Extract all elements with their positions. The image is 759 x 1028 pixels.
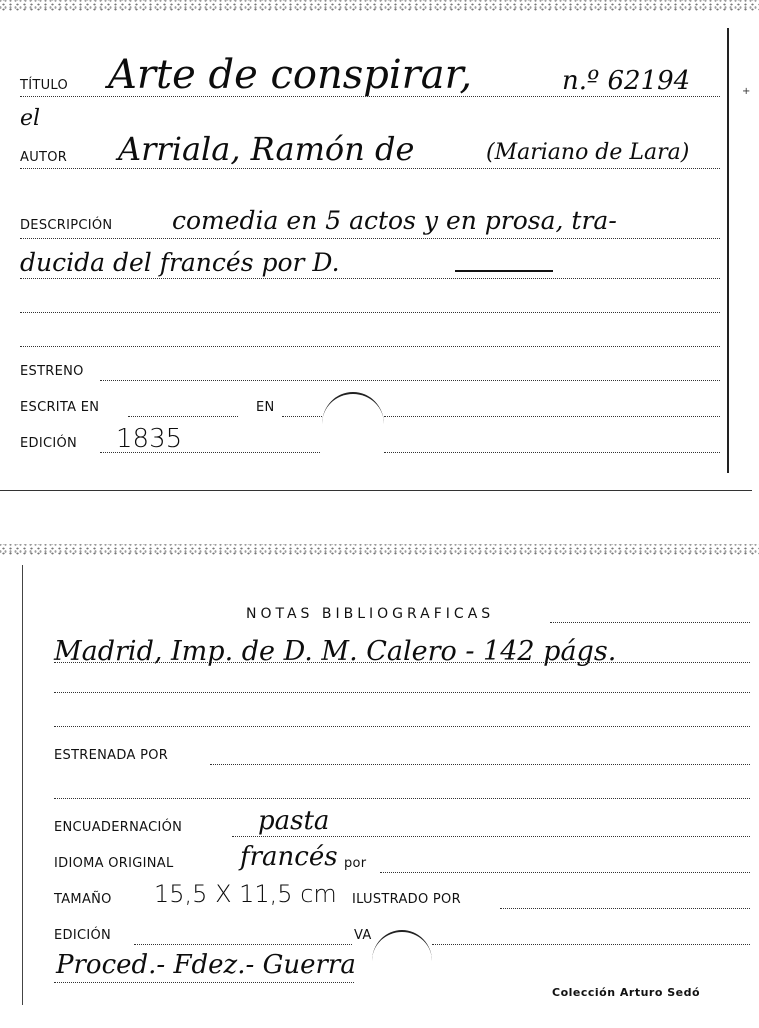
coleccion-note: Colección Arturo Sedó bbox=[552, 986, 701, 999]
notas-rule-3 bbox=[54, 726, 750, 727]
edicion-back-rule bbox=[134, 944, 352, 945]
descripcion-rule-4 bbox=[20, 346, 720, 347]
autor-rule bbox=[20, 168, 720, 169]
edicion-rule-a bbox=[100, 452, 320, 453]
card-bottom-border bbox=[0, 490, 752, 491]
idioma-label: IDIOMA ORIGINAL bbox=[54, 856, 174, 871]
encuadernacion-label: ENCUADERNACIÓN bbox=[54, 820, 183, 835]
descripcion-dash bbox=[455, 270, 553, 272]
por-label: por bbox=[344, 856, 367, 871]
edicion-label: EDICIÓN bbox=[20, 436, 78, 451]
estrenada-rule-2 bbox=[54, 798, 750, 799]
descripcion-rule-2 bbox=[20, 278, 720, 279]
punch-hole-back bbox=[372, 930, 432, 992]
autor-aside: (Mariano de Lara) bbox=[486, 140, 690, 165]
autor-label: AUTOR bbox=[20, 150, 68, 165]
edicion-back-label: EDICIÓN bbox=[54, 928, 112, 943]
en-rule-b bbox=[384, 416, 720, 417]
edge-mark: + bbox=[742, 86, 751, 97]
titulo-article: el bbox=[20, 106, 41, 131]
escrita-label: ESCRITA EN bbox=[20, 400, 100, 415]
procedencia-rule bbox=[54, 982, 354, 983]
estreno-rule bbox=[100, 380, 720, 381]
heading-rule bbox=[550, 622, 750, 623]
notas-value: Madrid, Imp. de D. M. Calero - 142 págs. bbox=[54, 636, 617, 667]
edicion-rule-b bbox=[384, 452, 720, 453]
tamano-label: TAMAÑO bbox=[54, 892, 112, 907]
en-label: EN bbox=[256, 400, 275, 415]
notas-heading: NOTAS BIBLIOGRAFICAS bbox=[246, 606, 495, 622]
procedencia-value: Proced.- Fdez.- Guerra bbox=[56, 950, 356, 980]
descripcion-line1: comedia en 5 actos y en prosa, tra- bbox=[172, 206, 617, 235]
va-rule bbox=[432, 944, 750, 945]
notas-rule-2 bbox=[54, 692, 750, 693]
idioma-value: francés bbox=[240, 842, 338, 872]
va-label: VA bbox=[354, 928, 372, 943]
encuadernacion-value: pasta bbox=[258, 806, 330, 836]
descripcion-rule-3 bbox=[20, 312, 720, 313]
front-card bbox=[0, 0, 759, 500]
torn-top-edge bbox=[0, 0, 759, 12]
punch-hole bbox=[322, 392, 384, 456]
tamano-value: 15,5 X 11,5 cm bbox=[154, 880, 337, 908]
encuadernacion-rule bbox=[232, 836, 750, 837]
titulo-value: Arte de conspirar, bbox=[108, 52, 473, 98]
back-card bbox=[0, 540, 759, 1028]
ilustrado-label: ILUSTRADO POR bbox=[352, 892, 461, 907]
edicion-value: 1835 bbox=[116, 424, 183, 454]
estrenada-rule bbox=[210, 764, 750, 765]
estrenada-label: ESTRENADA POR bbox=[54, 748, 169, 763]
titulo-label: TÍTULO bbox=[20, 78, 69, 93]
titulo-rule bbox=[20, 96, 720, 97]
descripcion-line2: ducida del francés por D. bbox=[20, 248, 340, 277]
ilustrado-rule bbox=[500, 908, 750, 909]
descripcion-rule-1 bbox=[20, 238, 720, 239]
descripcion-label: DESCRIPCIÓN bbox=[20, 218, 113, 233]
estreno-label: ESTRENO bbox=[20, 364, 84, 379]
torn-top-edge-back bbox=[0, 544, 759, 556]
card-left-border bbox=[22, 565, 23, 1005]
escrita-rule bbox=[128, 416, 238, 417]
en-rule-a bbox=[282, 416, 322, 417]
titulo-number: n.º 62194 bbox=[562, 66, 691, 96]
notas-rule-1 bbox=[54, 662, 750, 663]
idioma-rule bbox=[380, 872, 750, 873]
autor-value: Arriala, Ramón de bbox=[118, 130, 415, 168]
card-right-border bbox=[727, 28, 729, 473]
